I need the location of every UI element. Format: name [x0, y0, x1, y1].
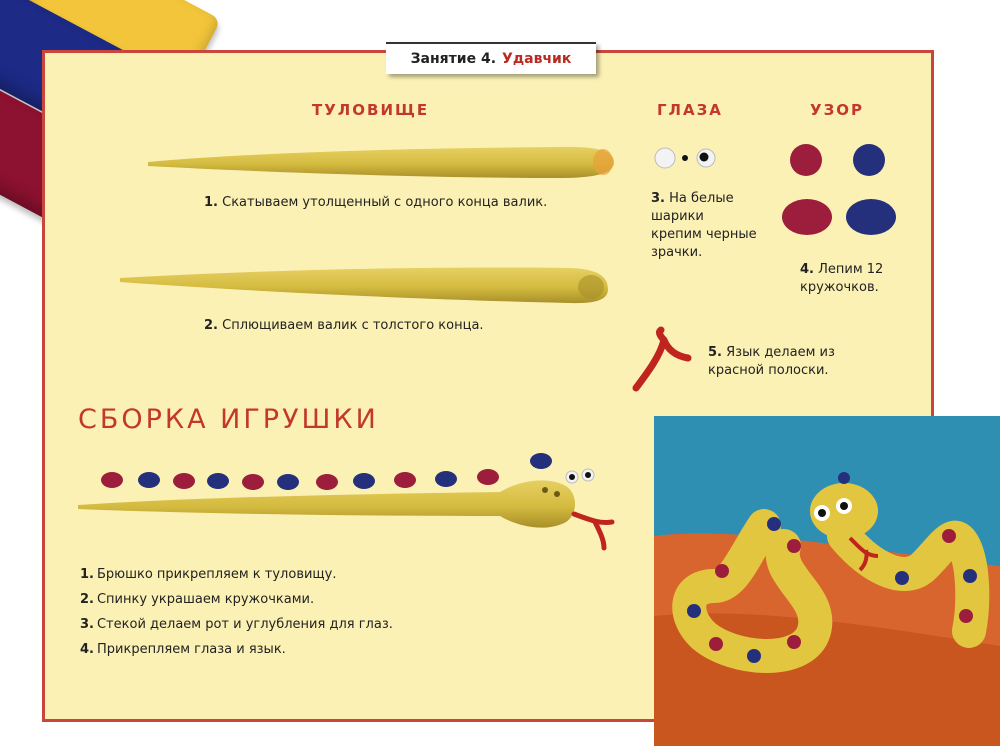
- assembly-heading: СБОРКА ИГРУШКИ: [78, 404, 379, 435]
- roll-flattened: [120, 267, 608, 303]
- roll-thickened: [148, 147, 614, 178]
- assembly-step: 3. Стекой делаем рот и углубления для глаз.: [80, 617, 393, 632]
- snake-photo-image: [654, 416, 1000, 746]
- assembly-step: 4. Прикрепляем глаза и язык.: [80, 642, 286, 657]
- pupil-ball: [682, 155, 688, 161]
- step-4-caption: 4. Лепим 12 кружочков.: [800, 262, 884, 295]
- finished-snake-photo: [654, 416, 1000, 746]
- pattern-disc-red: [782, 199, 832, 235]
- assembly-step: 2. Спинку украшаем кружочками.: [80, 592, 315, 607]
- section-body-heading: ТУЛОВИЩЕ: [312, 101, 430, 119]
- lesson-topic: Удавчик: [502, 51, 572, 67]
- step-1-caption: 1. Скатываем утолщенный с одного конца валик.: [204, 195, 548, 210]
- section-pattern-heading: УЗОР: [810, 101, 864, 119]
- step-5-caption: 5. Язык делаем из красной полоски.: [708, 345, 835, 378]
- lesson-label: Занятие 4.: [410, 51, 497, 67]
- eye-white-ball: [655, 148, 675, 168]
- pattern-disc-blue: [846, 199, 896, 235]
- assembly-steps: [80, 562, 393, 662]
- pattern-ball-blue: [853, 144, 885, 176]
- step-2-caption: 2. Сплющиваем валик с толстого конца.: [204, 318, 484, 333]
- step-3-caption: 3. На белые шарики крепим черные зрачки.: [651, 191, 757, 260]
- tongue-strip: [636, 330, 688, 388]
- assembly-step: 1. Брюшко прикрепляем к туловищу.: [80, 567, 337, 582]
- section-eyes-heading: ГЛАЗА: [657, 101, 723, 119]
- pattern-ball-red: [790, 144, 822, 176]
